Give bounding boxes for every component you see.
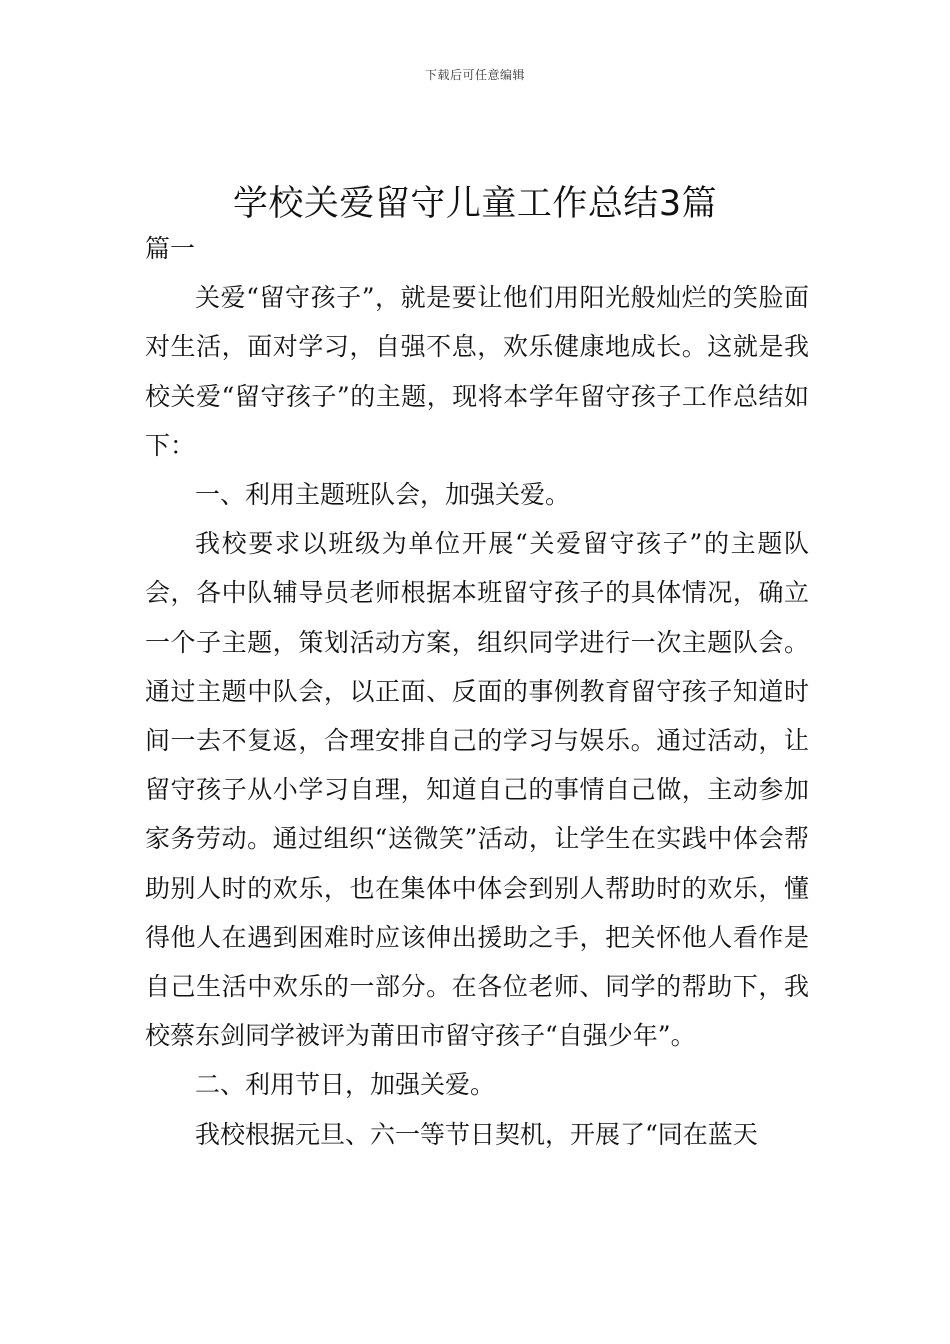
heading-section-one: 一、利用主题班队会，加强关爱。: [195, 480, 571, 510]
document-title: 学校关爱留守儿童工作总结3篇: [232, 184, 718, 224]
heading-section-two: 二、利用节日，加强关爱。: [195, 1070, 496, 1100]
paragraph-section-one: 我校要求以班级为单位开展“关爱留守孩子”的主题队会，各中队辅导员老师根据本班留守孩子的具体情况，确立一个子主题，策划活动方案，组织同学进行一次主题队会。通过主题中队会，以正面、反面的事例教育留守孩子知道时间一去不复返，合理安排自己的学习与娱乐。通过活动，让留守孩子从小学习自理，知道自己的事情自己做，主动参加家务劳动。通过组织“送微笑”活动，让学生在实践中体会帮助别人时的欢乐，也在集体中体会到别人帮助时的欢乐，懂得他人在遇到困难时应该伸出援助之手，把关怀他人看作是自己生活中欢乐的一部分。在各位老师、同学的帮助下，我校蔡东剑同学被评为莆田市留守孩子“自强少年”。: [145, 529, 809, 1051]
paragraph-intro: 关爱“留守孩子”，就是要让他们用阳光般灿烂的笑脸面对生活，面对学习，自强不息，欢乐健康地成长。这就是我校关爱“留守孩子”的主题，现将本学年留守孩子工作总结如下：: [145, 283, 809, 460]
section-label: 篇一: [145, 234, 196, 263]
paragraph-section-two: 我校根据元旦、六一等节日契机，开展了“同在蓝天: [195, 1119, 758, 1149]
header-note: 下载后可任意编辑: [424, 68, 525, 82]
document-body: [145, 224, 809, 1159]
